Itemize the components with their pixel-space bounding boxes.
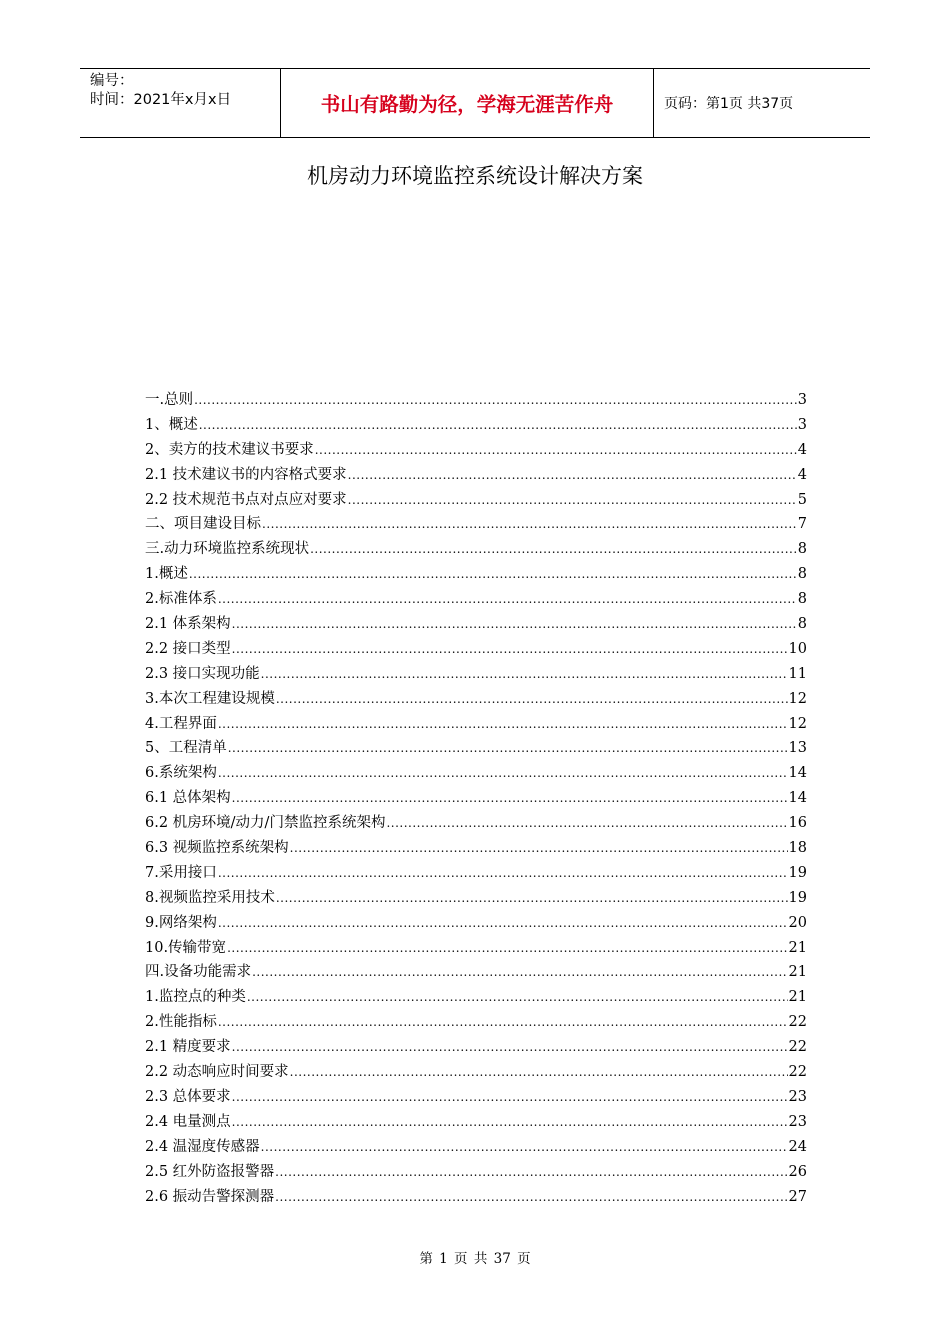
- toc-dot-leader: [262, 517, 797, 531]
- toc-entry-page: 22: [788, 1014, 807, 1031]
- toc-entry[interactable]: [145, 1160, 807, 1185]
- toc-entry-page: 22: [788, 1064, 807, 1081]
- toc-entry-label: 2.2 动态响应时间要求: [145, 1064, 289, 1081]
- toc-entry-page: 20: [788, 914, 807, 931]
- toc-entry[interactable]: [145, 712, 807, 737]
- toc-entry-page: 5: [797, 491, 807, 508]
- toc-entry[interactable]: [145, 463, 807, 488]
- toc-entry-page: 14: [788, 790, 807, 807]
- toc-entry-page: 8: [797, 616, 807, 633]
- toc-dot-leader: [232, 1040, 788, 1054]
- toc-dot-leader: [275, 1190, 787, 1204]
- toc-entry-page: 21: [788, 939, 807, 956]
- toc-entry-page: 23: [788, 1088, 807, 1105]
- toc-entry[interactable]: [145, 761, 807, 786]
- toc-entry-page: 21: [788, 989, 807, 1006]
- toc-entry-page: 23: [788, 1113, 807, 1130]
- toc-dot-leader: [252, 965, 787, 979]
- toc-dot-leader: [232, 617, 797, 631]
- toc-entry-label: 2.2 接口类型: [145, 640, 231, 657]
- toc-entry[interactable]: [145, 438, 807, 463]
- toc-entry-label: 2.3 接口实现功能: [145, 665, 260, 682]
- toc-entry[interactable]: [145, 1135, 807, 1160]
- toc-entry-label: 6.系统架构: [145, 765, 217, 782]
- toc-entry-page: 26: [788, 1163, 807, 1180]
- toc-entry-page: 21: [788, 964, 807, 981]
- toc-entry-page: 4: [797, 466, 807, 483]
- toc-entry-page: 24: [788, 1138, 807, 1155]
- toc-entry-page: 8: [797, 591, 807, 608]
- toc-dot-leader: [247, 990, 788, 1004]
- toc-entry-page: 19: [788, 889, 807, 906]
- toc-entry-label: 2.4 电量测点: [145, 1113, 231, 1130]
- toc-entry-label: 二、项目建设目标: [145, 516, 261, 533]
- toc-entry-label: 2.6 振动告警探测器: [145, 1188, 275, 1205]
- toc-entry-page: 10: [788, 640, 807, 657]
- page-footer: 第 1 页 共 37 页: [419, 1251, 531, 1267]
- toc-dot-leader: [261, 667, 788, 681]
- toc-entry-page: 4: [797, 441, 807, 458]
- toc-entry-label: 2.1 技术建议书的内容格式要求: [145, 466, 347, 483]
- toc-entry-label: 一.总则: [145, 392, 194, 408]
- toc-entry[interactable]: [145, 413, 807, 438]
- toc-dot-leader: [189, 567, 797, 581]
- toc-dot-leader: [310, 542, 797, 556]
- toc-entry-label: 6.2 机房环境/动力/门禁监控系统架构: [145, 815, 386, 832]
- toc-entry[interactable]: [145, 736, 807, 761]
- toc-entry-label: 2、卖方的技术建议书要求: [145, 441, 314, 458]
- toc-dot-leader: [227, 941, 787, 955]
- header-time-label: 时间：2021年x月x日: [90, 92, 232, 108]
- document-title: 机房动力环境监控系统设计解决方案: [307, 164, 643, 188]
- table-of-contents: [145, 388, 807, 1209]
- toc-entry-label: 2.性能指标: [145, 1014, 217, 1031]
- toc-entry-label: 6.1 总体架构: [145, 790, 231, 807]
- toc-entry[interactable]: [145, 537, 807, 562]
- toc-entry[interactable]: [145, 612, 807, 637]
- toc-entry[interactable]: [145, 886, 807, 911]
- toc-entry[interactable]: [145, 861, 807, 886]
- toc-entry-label: 3.本次工程建设规模: [145, 690, 275, 707]
- toc-dot-leader: [218, 592, 797, 606]
- toc-entry-page: 12: [788, 715, 807, 732]
- toc-entry[interactable]: [145, 512, 807, 537]
- toc-dot-leader: [348, 468, 797, 482]
- toc-entry-label: 四.设备功能需求: [145, 964, 252, 981]
- toc-entry-label: 5、工程清单: [145, 740, 227, 757]
- toc-entry-label: 10.传输带宽: [145, 939, 227, 956]
- toc-entry[interactable]: [145, 1110, 807, 1135]
- toc-entry[interactable]: [145, 786, 807, 811]
- toc-entry[interactable]: [145, 911, 807, 936]
- toc-entry-label: 4.工程界面: [145, 715, 217, 732]
- toc-entry-page: 16: [788, 815, 807, 832]
- toc-entry[interactable]: [145, 662, 807, 687]
- toc-entry[interactable]: [145, 985, 807, 1010]
- toc-entry[interactable]: [145, 811, 807, 836]
- toc-dot-leader: [290, 1065, 788, 1079]
- toc-entry-label: 2.3 总体要求: [145, 1088, 231, 1105]
- toc-dot-leader: [218, 866, 788, 880]
- toc-entry-label: 2.4 温湿度传感器: [145, 1138, 260, 1155]
- toc-dot-leader: [386, 816, 787, 830]
- toc-entry-page: 8: [797, 541, 807, 558]
- toc-dot-leader: [261, 1140, 788, 1154]
- toc-entry[interactable]: [145, 488, 807, 513]
- toc-dot-leader: [232, 1115, 788, 1129]
- toc-dot-leader: [232, 1090, 788, 1104]
- toc-entry-page: 3: [797, 416, 807, 433]
- header-page-info: 页码：第1页 共37页: [664, 96, 794, 112]
- toc-entry-page: 8: [797, 566, 807, 583]
- toc-entry-page: 27: [788, 1188, 807, 1205]
- toc-dot-leader: [218, 766, 788, 780]
- toc-dot-leader: [218, 916, 788, 930]
- toc-entry-label: 2.1 体系架构: [145, 616, 231, 633]
- toc-entry-label: 2.5 红外防盗报警器: [145, 1163, 275, 1180]
- toc-entry[interactable]: [145, 687, 807, 712]
- toc-entry-page: 19: [788, 864, 807, 881]
- toc-entry-label: 2.1 精度要求: [145, 1039, 231, 1056]
- toc-entry-label: 1.概述: [145, 566, 188, 583]
- toc-entry-page: 13: [788, 740, 807, 757]
- toc-entry-label: 1、概述: [145, 416, 198, 433]
- toc-entry-label: 6.3 视频监控系统架构: [145, 840, 289, 857]
- toc-entry-page: 22: [788, 1039, 807, 1056]
- toc-entry-label: 7.采用接口: [145, 864, 217, 881]
- toc-entry[interactable]: [145, 587, 807, 612]
- toc-entry-label: 2.标准体系: [145, 591, 217, 608]
- toc-dot-leader: [194, 393, 797, 407]
- toc-entry[interactable]: [145, 1085, 807, 1110]
- toc-dot-leader: [232, 642, 788, 656]
- toc-dot-leader: [275, 1165, 787, 1179]
- toc-dot-leader: [199, 418, 797, 432]
- toc-entry[interactable]: [145, 637, 807, 662]
- page-header: [80, 68, 870, 138]
- toc-entry-label: 2.2 技术规范书点对点应对要求: [145, 491, 347, 508]
- toc-entry-page: 12: [788, 690, 807, 707]
- toc-entry[interactable]: [145, 1185, 807, 1210]
- toc-entry-page: 14: [788, 765, 807, 782]
- toc-dot-leader: [348, 493, 797, 507]
- toc-entry-label: 1.监控点的种类: [145, 989, 246, 1006]
- toc-entry-page: 3: [797, 392, 807, 408]
- toc-entry[interactable]: [145, 1010, 807, 1035]
- toc-dot-leader: [290, 841, 788, 855]
- toc-entry[interactable]: [145, 960, 807, 985]
- toc-dot-leader: [315, 443, 797, 457]
- toc-dot-leader: [276, 692, 788, 706]
- toc-entry-label: 三.动力环境监控系统现状: [145, 541, 310, 558]
- toc-entry[interactable]: [145, 936, 807, 961]
- toc-entry[interactable]: [145, 836, 807, 861]
- toc-dot-leader: [276, 891, 788, 905]
- toc-entry[interactable]: [145, 1035, 807, 1060]
- toc-entry[interactable]: [145, 388, 807, 413]
- header-meta: [80, 69, 281, 137]
- toc-entry-page: 7: [797, 516, 807, 533]
- header-number-label: 编号：: [90, 73, 134, 89]
- toc-entry[interactable]: [145, 1060, 807, 1085]
- toc-dot-leader: [228, 741, 788, 755]
- toc-dot-leader: [218, 1015, 788, 1029]
- toc-entry-page: 18: [788, 840, 807, 857]
- toc-entry-label: 9.网络架构: [145, 914, 217, 931]
- toc-entry-page: 11: [788, 665, 807, 682]
- toc-entry-label: 8.视频监控采用技术: [145, 889, 275, 906]
- toc-dot-leader: [232, 791, 788, 805]
- toc-dot-leader: [218, 717, 788, 731]
- header-motto: 书山有路勤为径，学海无涯苦作舟: [281, 69, 654, 137]
- toc-entry[interactable]: [145, 562, 807, 587]
